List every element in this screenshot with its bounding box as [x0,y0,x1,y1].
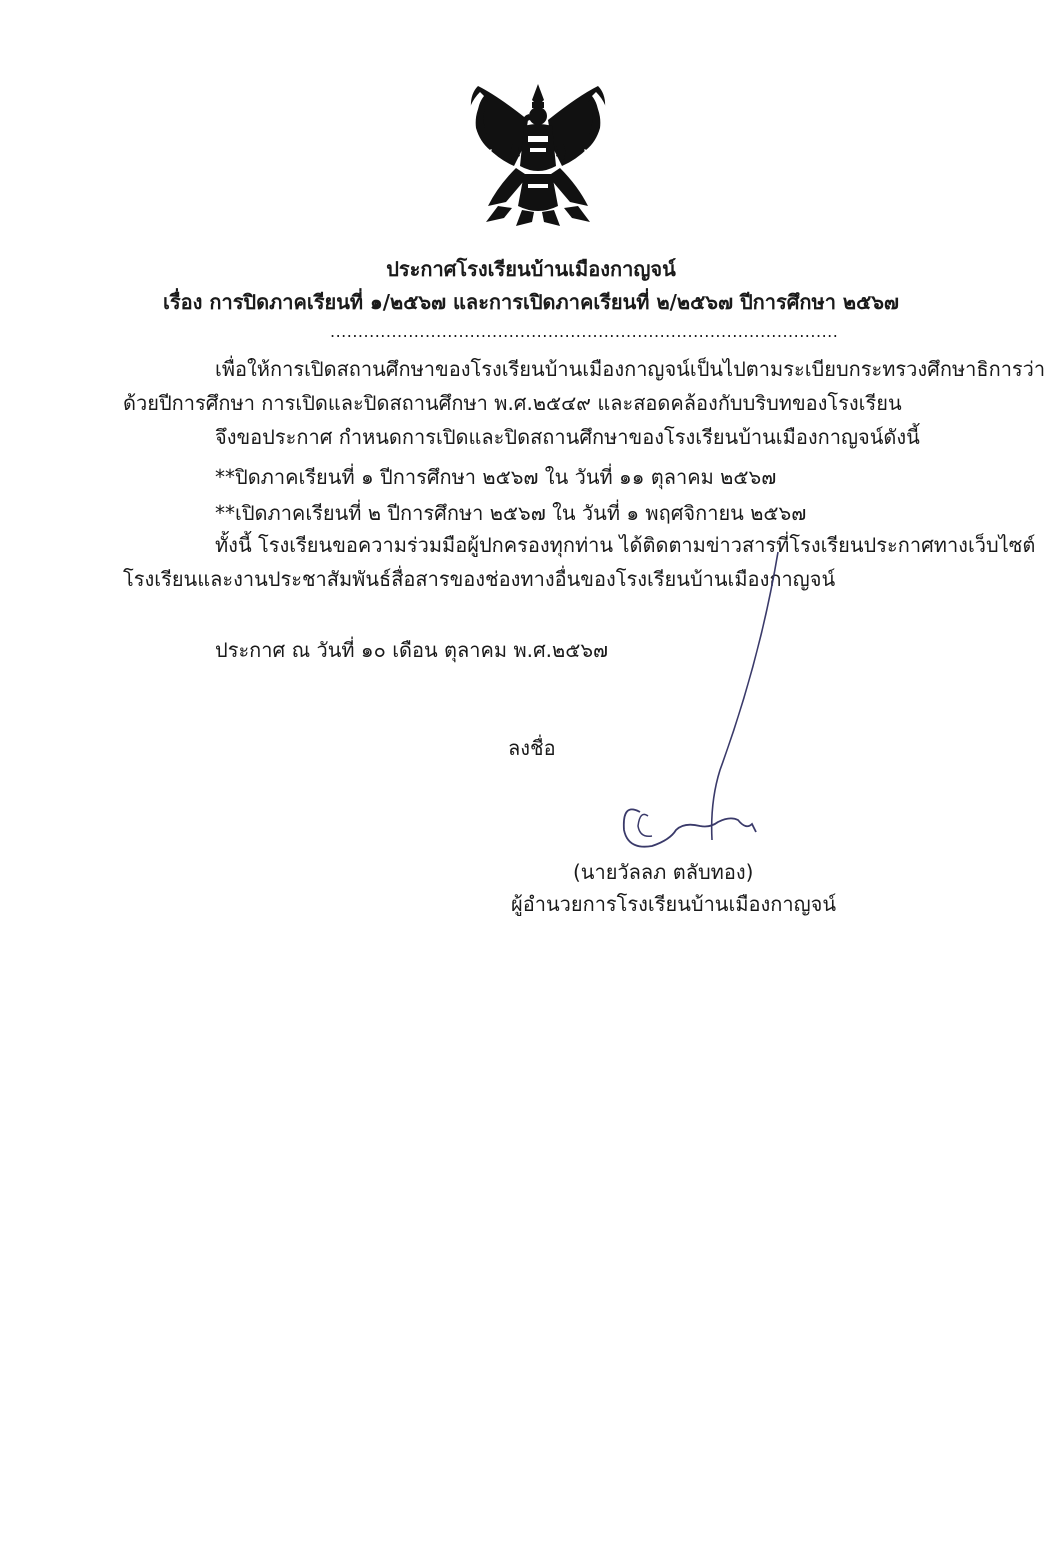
schedule-item-close: **ปิดภาคเรียนที่ ๑ ปีการศึกษา ๒๕๖๗ ใน วันที่ ๑๑ ตุลาคม ๒๕๖๗ [215,465,777,489]
body-line: ทั้งนี้ โรงเรียนขอความร่วมมือผู้ปกครองทุกท่าน ได้ติดตามข่าวสารที่โรงเรียนประกาศทางเว็บไซต์ [215,533,1036,557]
signer-name: (นายวัลลภ ตลับทอง) [573,860,754,884]
signature-icon [600,540,800,900]
body-line: ด้วยปีการศึกษา การเปิดและปิดสถานศึกษา พ.ศ.๒๕๔๙ และสอดคล้องกับบริบทของโรงเรียน [123,391,902,415]
sign-label: ลงชื่อ [508,736,556,760]
schedule-item-open: **เปิดภาคเรียนที่ ๒ ปีการศึกษา ๒๕๖๗ ใน วันที่ ๑ พฤศจิกายน ๒๕๖๗ [215,501,807,525]
signer-position: ผู้อำนวยการโรงเรียนบ้านเมืองกาญจน์ [511,892,837,916]
garuda-emblem-icon [458,76,618,228]
document-subject: เรื่อง การปิดภาคเรียนที่ ๑/๒๕๖๗ และการเปิดภาคเรียนที่ ๒/๒๕๖๗ ปีการศึกษา ๒๕๖๗ [163,290,899,314]
body-line: จึงขอประกาศ กำหนดการเปิดและปิดสถานศึกษาของโรงเรียนบ้านเมืองกาญจน์ดังนี้ [215,425,920,449]
document-title: ประกาศโรงเรียนบ้านเมืองกาญจน์ [386,257,676,281]
body-line: เพื่อให้การเปิดสถานศึกษาของโรงเรียนบ้านเมืองกาญจน์เป็นไปตามระเบียบกระทรวงศึกษาธิการว่า [215,357,1046,381]
body-line: โรงเรียนและงานประชาสัมพันธ์สื่อสารของช่องทางอื่นของโรงเรียนบ้านเมืองกาญจน์ [123,567,836,591]
divider-dots: ........................................................................................... [330,322,839,341]
announce-date: ประกาศ ณ วันที่ ๑๐ เดือน ตุลาคม พ.ศ.๒๕๖๗ [215,638,609,662]
